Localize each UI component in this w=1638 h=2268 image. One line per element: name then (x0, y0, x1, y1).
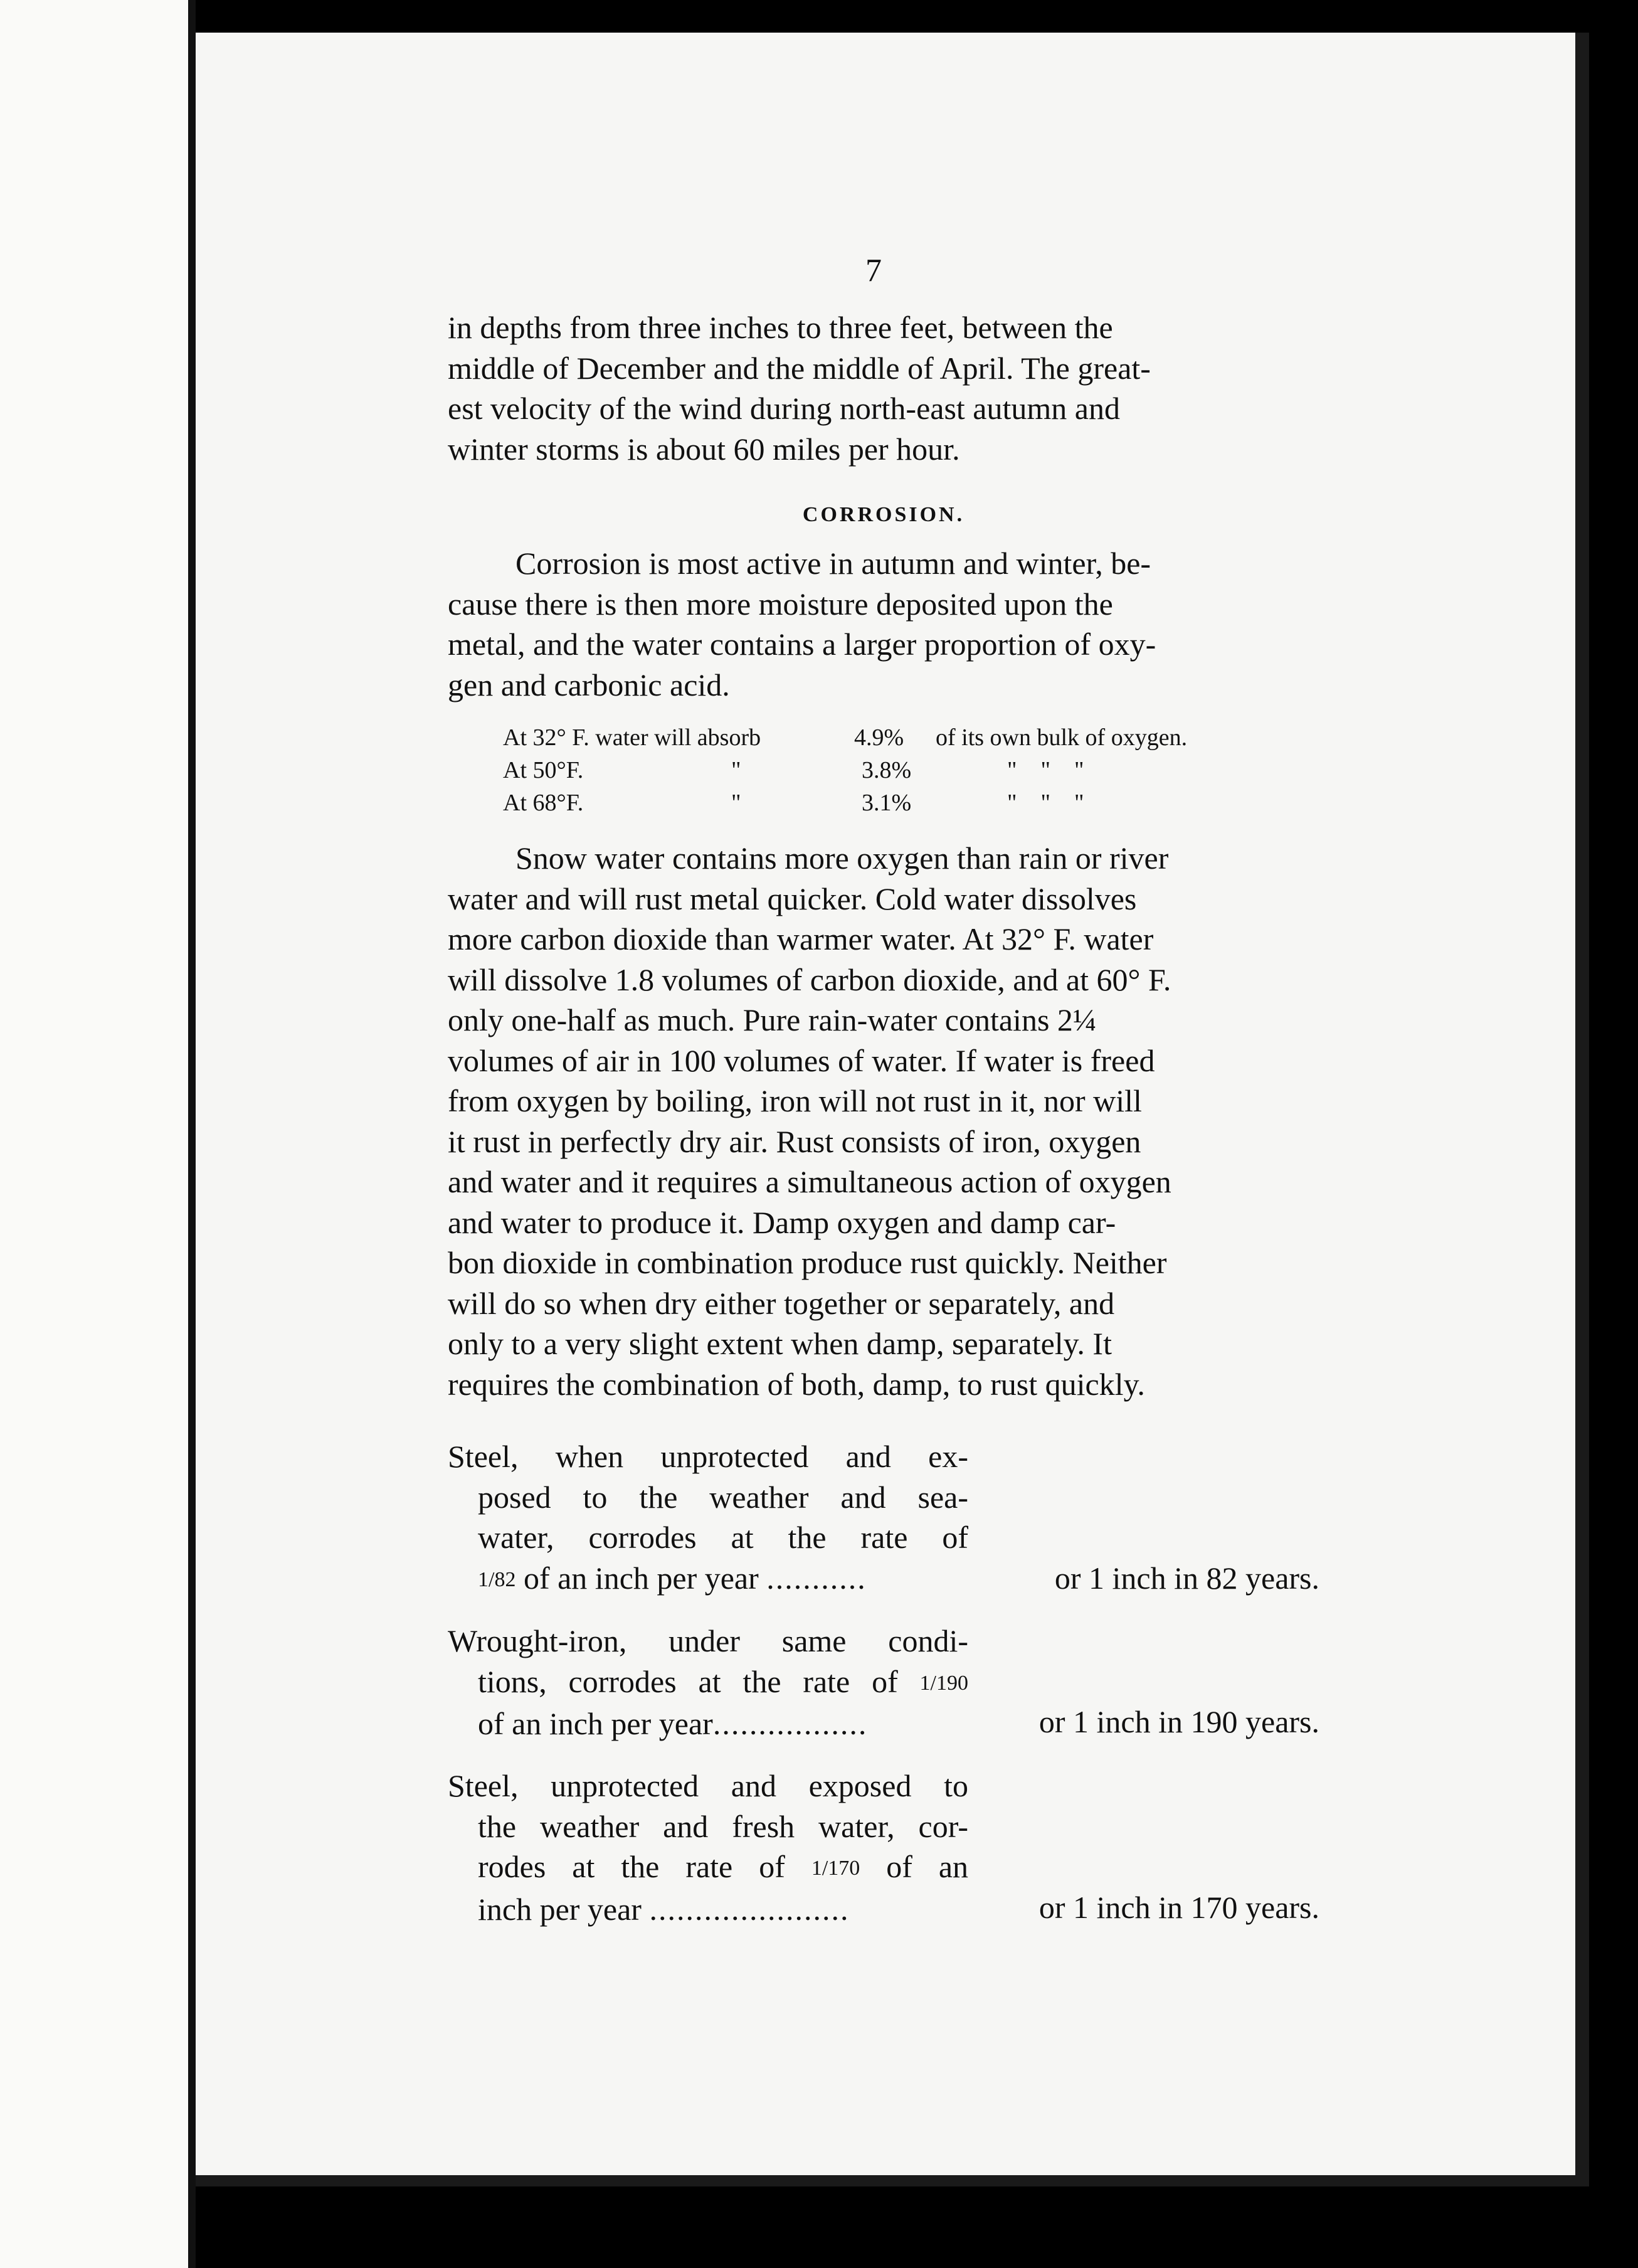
text-line: cause there is then more moisture deposited upon the (448, 586, 1113, 622)
text-line: posed to the weather and sea- (478, 1479, 968, 1515)
text-line: Wrought-iron, under same condi- (448, 1623, 968, 1658)
text-line: and water to produce it. Damp oxygen and damp car- (448, 1204, 1116, 1240)
table-cell-percent: 4.9% (854, 724, 904, 751)
text-line: est velocity of the wind during north-east autumn and (448, 391, 1120, 426)
snow-water-paragraph (448, 838, 1319, 1404)
text-line: volumes of air in 100 volumes of water. If water is freed (448, 1042, 1155, 1078)
text-line: will do so when dry either together or separately, and (448, 1285, 1115, 1321)
table-cell-ditto: " (731, 757, 741, 783)
rate-entry-steel-fresh (448, 1766, 1319, 1927)
opening-paragraph (448, 307, 1319, 469)
leader-dots: ........... (766, 1560, 867, 1596)
table-cell-percent: 3.8% (862, 757, 912, 783)
text-line: only to a very slight extent when damp, separately. It (448, 1326, 1112, 1361)
text-fragment: of an (886, 1849, 969, 1884)
text-line: Snow water contains more oxygen than rain or river (515, 840, 1169, 876)
rate-entry-steel-sea (448, 1436, 1319, 1598)
rate-result: or 1 inch in 190 years. (1038, 1704, 1319, 1739)
facing-page (0, 0, 196, 2268)
text-line: Steel, when unprotected and ex- (448, 1439, 968, 1474)
page-number: 7 (865, 253, 882, 289)
fraction: 1/190 (919, 1671, 968, 1695)
text-line: water and will rust metal quicker. Cold water dissolves (448, 881, 1137, 916)
fraction: 1/170 (811, 1857, 860, 1880)
rate-description (448, 1621, 968, 1744)
rate-result: or 1 inch in 170 years. (1038, 1889, 1319, 1925)
text-line: only one-half as much. Pure rain-water contains 2¼ (448, 1002, 1097, 1037)
rate-description (448, 1766, 968, 1929)
table-cell-tail: of its own bulk of oxygen. (936, 724, 1188, 751)
text-line (448, 1558, 968, 1601)
rate-unit-text: of an inch per year (478, 1706, 713, 1741)
text-line: more carbon dioxide than warmer water. At 32° F. water (448, 921, 1154, 956)
text-line: requires the combination of both, damp, to rust quickly. (448, 1366, 1145, 1402)
corrosion-paragraph (448, 543, 1319, 705)
text-line: bon dioxide in combination produce rust quickly. Neither (448, 1245, 1167, 1280)
text-line (448, 1661, 968, 1704)
book-spine (188, 0, 196, 2268)
rate-unit-text: of an inch per year (523, 1560, 759, 1596)
text-fragment: rodes at the rate of (478, 1849, 785, 1884)
text-line: will dissolve 1.8 volumes of carbon dioxide, and at 60° F. (448, 962, 1171, 997)
page-edge-right (1575, 33, 1589, 2175)
text-line: gen and carbonic acid. (448, 667, 730, 702)
page-edge-bottom (196, 2175, 1589, 2186)
text-line (448, 1847, 968, 1889)
section-heading: CORROSION. (802, 503, 965, 526)
table-cell-tail: " " " (1007, 790, 1084, 816)
rate-result: or 1 inch in 82 years. (1054, 1560, 1319, 1596)
text-line: Corrosion is most active in autumn and winter, be- (515, 546, 1151, 581)
text-line (448, 1889, 968, 1930)
text-line: winter storms is about 60 miles per hour. (448, 431, 960, 467)
text-line: and water and it requires a simultaneous action of oxygen (448, 1164, 1171, 1199)
rate-unit-text: inch per year (478, 1891, 642, 1927)
table-cell-label: At 68°F. (503, 790, 584, 816)
text-line: water, corrodes at the rate of (478, 1520, 968, 1555)
rate-description (448, 1436, 968, 1600)
leader-dots: ................. (712, 1706, 868, 1741)
table-cell-label: At 32° F. water will absorb (503, 724, 761, 751)
text-line: the weather and fresh water, cor- (478, 1808, 968, 1844)
table-cell-tail: " " " (1007, 757, 1084, 783)
table-cell-ditto: " (731, 790, 741, 816)
fraction: 1/82 (478, 1567, 516, 1591)
text-line: it rust in perfectly dry air. Rust consists of iron, oxygen (448, 1123, 1141, 1159)
table-cell-label: At 50°F. (503, 757, 584, 783)
text-line: in depths from three inches to three feet, between the (448, 310, 1113, 345)
text-line: middle of December and the middle of April. The great- (448, 350, 1151, 386)
text-fragment: tions, corrodes at the rate of (478, 1663, 898, 1699)
text-line: Steel, unprotected and exposed to (448, 1768, 968, 1803)
text-line: metal, and the water contains a larger proportion of oxy- (448, 627, 1156, 662)
text-line (448, 1704, 968, 1744)
text-line: from oxygen by boiling, iron will not rust in it, nor will (448, 1083, 1142, 1118)
table-cell-percent: 3.1% (862, 790, 912, 816)
rate-entry-wrought-iron (448, 1621, 1319, 1742)
leader-dots: ...................... (649, 1891, 850, 1927)
